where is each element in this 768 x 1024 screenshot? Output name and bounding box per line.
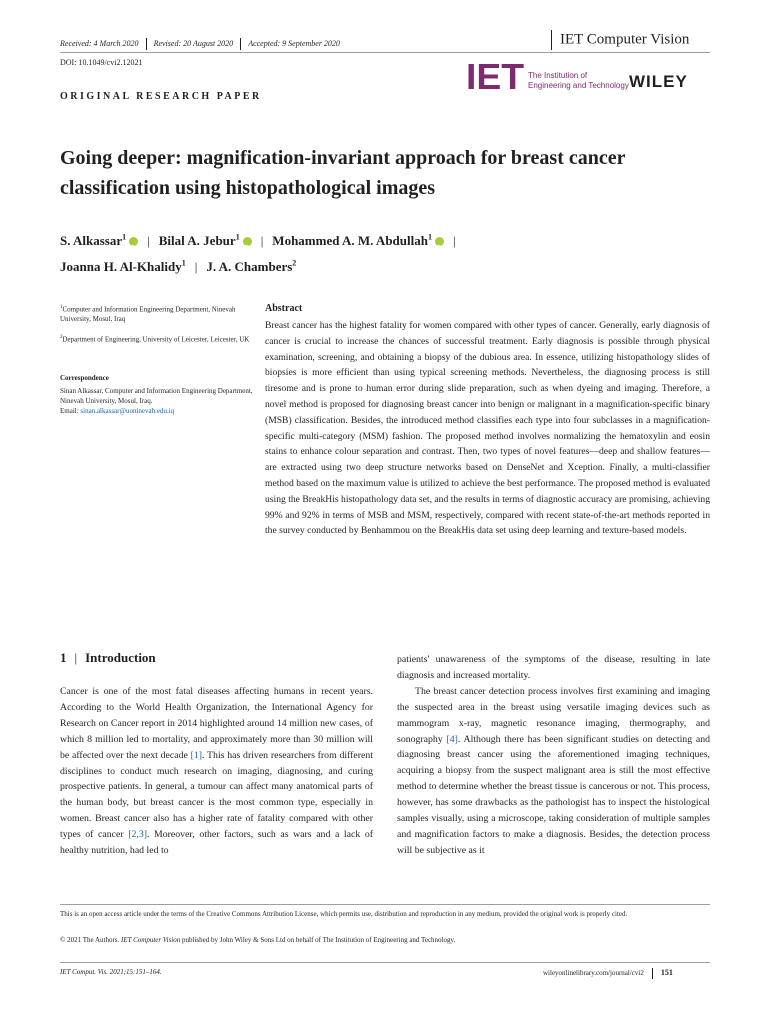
affiliation-2: $^2$Department of Engineering, University of Leicester, Leicester, UK	[60, 335, 250, 344]
copyright-notice: © 2021 The Authors. IET Computer Vision published by John Wiley & Sons Ltd on behalf of The Institution of Engineering and Technology.	[60, 936, 456, 944]
date-divider	[240, 38, 241, 50]
page-number: 151	[660, 968, 673, 978]
journal-divider	[551, 30, 552, 50]
date-divider	[146, 38, 147, 50]
author-name[interactable]: Mohammed A. M. Abdullah$^1$	[272, 233, 432, 249]
article-dates	[60, 38, 340, 50]
author-separator: |	[452, 233, 456, 249]
paragraph: patients' unawareness of the symptoms of the disease, resulting in late diagnosis and increased mortality.	[397, 654, 710, 681]
footer-divider	[652, 968, 653, 979]
iet-logo[interactable]	[466, 60, 526, 91]
section-number: 1	[60, 650, 67, 665]
journal-citation: IET Comput. Vis. 2021;15:151–164.	[60, 968, 162, 976]
journal-name[interactable]	[551, 30, 689, 50]
page-footer-right	[543, 968, 673, 979]
correspondence-address: Sinan Alkassar, Computer and Information Engineering Department, Ninevah University, Mosul, Iraq.	[60, 387, 253, 405]
accepted-date: Accepted: 9 September 2020	[248, 38, 340, 48]
abstract-text: Breast cancer has the highest fatality for women compared with other types of cancer. Generally, early diagnosis of cancer is crucial to increase the chances of successful treatment. Early diagnosis is possible through physical examination, screening, and obtaining a biopsy of the dubious area. In essence, utilizing histopathology slides of biopsies is more efficient than using typical screening methods. Nevertheless, the diagnosing process is still tiresome and is prone to human error during slide preparation, such as when dyeing and imaging. Therefore, a novel method is proposed for diagnosing breast cancer into benign or malignant in a magnification-specific binary (MSB) classification. Besides, the introduced method classifies each type into four subclasses in a magnification-specific multi-category (MSM) fashion. The proposed method involves normalizing the hematoxylin and eosin stains to enhance colour separation and contrast. Then, two types of novel features—deep and shallow features—are extracted using two deep structure networks based on DenseNet and Xception. Finally, a multi-classifier method based on the maximum value is utilized to achieve the best performance. The proposed method is evaluated using the BreakHis histopathology data set, and the results in terms of diagnostic accuracy are promising, achieving 99% and 92% in terms of MSB and MSM, respectively, compared with recent state-of-the-art methods reported in the survey conducted by Benhammou on the BreakHis data set using deep learning and texture-based models.	[265, 320, 710, 537]
iet-logo-text: IET	[466, 60, 524, 91]
author-name[interactable]: S. Alkassar$^1$	[60, 233, 127, 249]
license-notice: This is an open access article under the terms of the Creative Commons Attribution License, which permits use, distribution and reproduction in any medium, provided the original work is properly cited.	[60, 910, 628, 918]
body-column-right	[397, 652, 710, 859]
iet-logo-line1: The Institution of	[528, 71, 588, 80]
body-column-left	[60, 684, 373, 859]
header-rule	[60, 52, 710, 53]
section-heading	[60, 650, 156, 666]
section-separator: |	[74, 650, 78, 665]
author-separator: |	[194, 258, 198, 274]
author-name[interactable]: J. A. Chambers$^2$	[206, 258, 297, 274]
journal-title[interactable]: IET Computer Vision	[560, 31, 690, 48]
iet-logo-subtitle	[528, 71, 629, 91]
citation-link[interactable]: [2,3]	[128, 829, 147, 841]
author-separator: |	[147, 233, 150, 249]
email-link[interactable]: sinan.alkassar@uoninevah.edu.iq	[80, 407, 175, 415]
affiliation-1: $^1$Computer and Information Engineering Department, Ninevah University, Mosul, Iraq	[60, 305, 236, 324]
author-separator: |	[260, 233, 264, 249]
correspondence	[60, 373, 255, 416]
iet-logo-line2: Engineering and Technology	[528, 81, 629, 90]
citation-link[interactable]: [4]	[446, 733, 458, 745]
section-title: Introduction	[85, 650, 156, 665]
received-date: Received: 4 March 2020	[60, 38, 139, 48]
revised-date: Revised: 20 August 2020	[153, 38, 234, 48]
journal-url[interactable]: wileyonlinelibrary.com/journal/cvi2	[543, 969, 644, 978]
author-list	[60, 227, 720, 278]
wiley-logo[interactable]: WILEY	[629, 72, 688, 91]
abstract-heading: Abstract	[265, 303, 303, 314]
paragraph: The breast cancer detection process involves first examining and imaging the suspected area in the breast using versatile imaging devices such as mammogram x-ray, magnetic resonance imaging, thermography, and sonography [4]. Although there has been significant studies on detecting and diagnosing breast cancer using the aforementioned imaging techniques, acquiring a biopsy from the suspect malignant area is still the most effective method to determine whether the breast tissue is cancerous or not. This process, however, has some drawbacks as the pathologist has to inspect the histological samples visually, using a microscope, taking consideration of multiple samples and magnification factors to make a diagnosis. Besides, the detection process will be subjective as it	[397, 685, 710, 856]
orcid-icon[interactable]	[243, 237, 252, 246]
author-name[interactable]: Bilal A. Jebur$^1$	[158, 233, 240, 249]
paper-type-label: ORIGINAL RESEARCH PAPER	[60, 91, 262, 102]
citation-link[interactable]: [1]	[190, 749, 203, 761]
orcid-icon[interactable]	[129, 237, 138, 246]
paragraph: Cancer is one of the most fatal diseases affecting humans in recent years. According to the World Health Organization, the International Agency for Research on Cancer report in 2014 highlighted around 14 million new cases, of which 8 million led to mortality, and approximately more than 30 million will be affected over the next decade [1]. This has driven researchers from different disciplines to conduct much research on imaging, diagnosing, and curing prospective patients. In general, a tumour can affect many anatomical parts of the human body, but breast cancer is the most common type, especially in women. Breast cancer also has a higher rate of fatality compared with other types of cancer [2,3]. Moreover, other factors, such as wars and a lack of healthy nutrition, had led to	[60, 686, 373, 857]
orcid-icon[interactable]	[435, 237, 444, 246]
paper-title: Going deeper: magnification-invariant approach for breast cancer classification using histopathological images	[60, 147, 626, 199]
footer-rule	[60, 904, 710, 905]
footer-rule-2	[60, 962, 710, 963]
correspondence-heading: Correspondence	[60, 374, 109, 382]
correspondence-email: Email: sinan.alkassar@uoninevah.edu.iq	[60, 407, 175, 415]
author-name[interactable]: Joanna H. Al-Khalidy$^1$	[60, 258, 186, 274]
doi[interactable]: DOI: 10.1049/cvi2.12021	[60, 58, 143, 67]
